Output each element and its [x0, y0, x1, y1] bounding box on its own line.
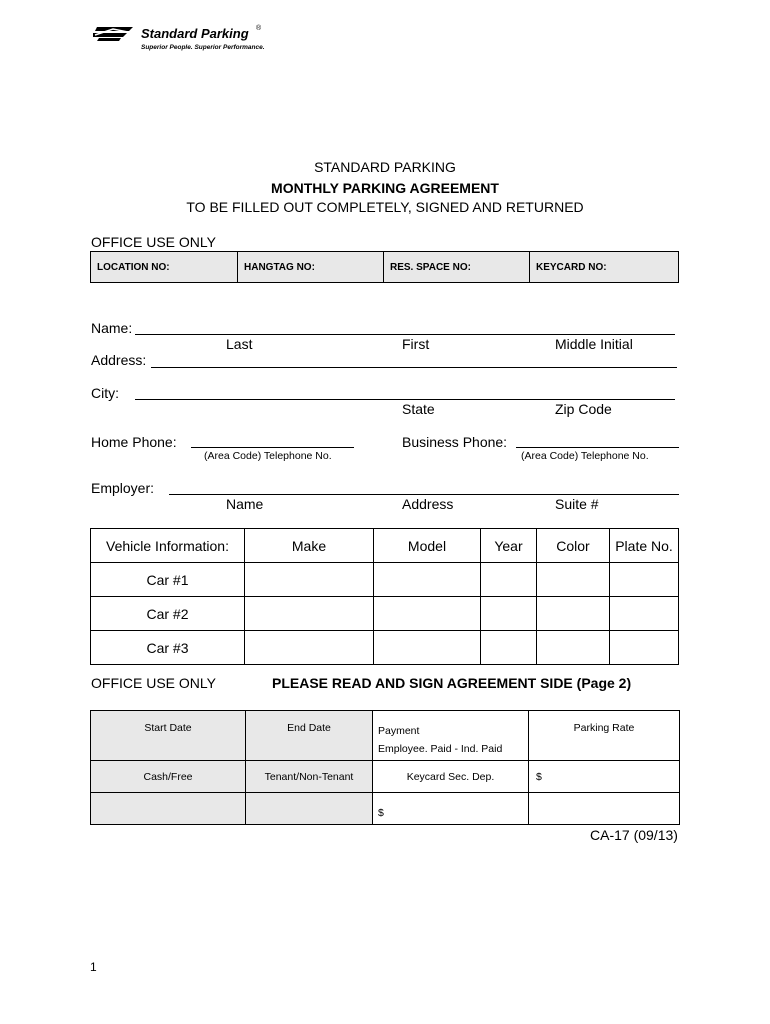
tenant-value-cell[interactable]	[246, 793, 373, 825]
car-2-color-cell[interactable]	[537, 597, 610, 631]
model-header: Model	[374, 529, 481, 563]
car-1-year-cell[interactable]	[481, 563, 537, 597]
name-mi-hint: Middle Initial	[555, 336, 633, 352]
address-input[interactable]	[151, 367, 677, 368]
blank-cell[interactable]	[529, 793, 680, 825]
brand-name: Standard Parking	[141, 26, 249, 41]
home-phone-hint: (Area Code) Telephone No.	[204, 450, 332, 462]
car-1-make-cell[interactable]	[245, 563, 374, 597]
company-heading: STANDARD PARKING	[314, 159, 456, 175]
form-number: CA-17 (09/13)	[590, 827, 678, 843]
car-3-make-cell[interactable]	[245, 631, 374, 665]
name-input[interactable]	[135, 334, 675, 335]
office-use-label-2: OFFICE USE ONLY	[91, 675, 216, 691]
car-3-year-cell[interactable]	[481, 631, 537, 665]
office-use-label: OFFICE USE ONLY	[91, 234, 216, 250]
vehicle-header-row	[91, 529, 679, 563]
car-1-color-cell[interactable]	[537, 563, 610, 597]
table-row	[91, 597, 679, 631]
cash-free-cell[interactable]: Cash/Free	[91, 761, 246, 793]
home-phone-input[interactable]	[191, 447, 354, 448]
payment-cell[interactable]	[373, 711, 529, 761]
name-first-hint: First	[402, 336, 430, 352]
office-use-table	[90, 251, 679, 283]
table-row	[91, 631, 679, 665]
page-number: 1	[90, 960, 97, 974]
make-header: Make	[245, 529, 374, 563]
keycard-no-field[interactable]: KEYCARD NO:	[530, 252, 679, 283]
home-phone-label: Home Phone:	[91, 434, 177, 450]
page-subtitle: TO BE FILLED OUT COMPLETELY, SIGNED AND RETURNED	[186, 199, 584, 215]
location-no-field[interactable]: LOCATION NO:	[91, 252, 238, 283]
color-header: Color	[537, 529, 610, 563]
page-title: MONTHLY PARKING AGREEMENT	[271, 180, 499, 196]
standard-parking-logo-icon	[93, 25, 135, 43]
business-phone-input[interactable]	[516, 447, 679, 448]
cash-free-value-cell[interactable]	[91, 793, 246, 825]
car-3-plate-cell[interactable]	[610, 631, 679, 665]
table-row	[91, 563, 679, 597]
address-label: Address:	[91, 352, 147, 368]
car-1-label: Car #1	[91, 563, 245, 597]
plate-header: Plate No.	[610, 529, 679, 563]
keycard-deposit-cell[interactable]: Keycard Sec. Dep.	[373, 761, 529, 793]
employer-suite-hint: Suite #	[555, 496, 599, 512]
name-label: Name:	[91, 320, 133, 336]
payment-label: Payment	[378, 725, 420, 737]
res-space-no-field[interactable]: RES. SPACE NO:	[384, 252, 530, 283]
city-label: City:	[91, 385, 119, 401]
start-date-cell[interactable]: Start Date	[91, 711, 246, 761]
business-phone-label: Business Phone:	[402, 434, 508, 450]
employer-label: Employer:	[91, 480, 155, 496]
name-last-hint: Last	[226, 336, 253, 352]
parking-rate-cell[interactable]: Parking Rate	[529, 711, 680, 761]
employer-name-hint: Name	[226, 496, 264, 512]
city-input[interactable]	[135, 399, 675, 400]
tenant-cell[interactable]: Tenant/Non-Tenant	[246, 761, 373, 793]
car-3-label: Car #3	[91, 631, 245, 665]
car-2-plate-cell[interactable]	[610, 597, 679, 631]
vehicle-info-header: Vehicle Information:	[91, 529, 245, 563]
keycard-deposit-amount-cell[interactable]: $	[373, 793, 529, 825]
employer-input[interactable]	[169, 494, 679, 495]
agreement-notice: PLEASE READ AND SIGN AGREEMENT SIDE (Page 2)	[272, 675, 632, 691]
business-phone-hint: (Area Code) Telephone No.	[521, 450, 649, 462]
year-header: Year	[481, 529, 537, 563]
parking-rate-amount-cell[interactable]: $	[529, 761, 680, 793]
car-2-label: Car #2	[91, 597, 245, 631]
employer-address-hint: Address	[402, 496, 454, 512]
payment-type-options: Employee. Paid - Ind. Paid	[378, 743, 503, 755]
car-1-model-cell[interactable]	[374, 563, 481, 597]
car-2-make-cell[interactable]	[245, 597, 374, 631]
payment-table	[90, 710, 680, 825]
car-2-year-cell[interactable]	[481, 597, 537, 631]
car-1-plate-cell[interactable]	[610, 563, 679, 597]
state-hint: State	[402, 401, 435, 417]
registered-mark: ®	[256, 25, 262, 32]
car-3-color-cell[interactable]	[537, 631, 610, 665]
zip-hint: Zip Code	[555, 401, 612, 417]
brand-tagline: Superior People. Superior Performance.	[141, 44, 265, 51]
end-date-cell[interactable]: End Date	[246, 711, 373, 761]
hangtag-no-field[interactable]: HANGTAG NO:	[238, 252, 384, 283]
vehicle-table	[90, 528, 679, 665]
car-2-model-cell[interactable]	[374, 597, 481, 631]
car-3-model-cell[interactable]	[374, 631, 481, 665]
